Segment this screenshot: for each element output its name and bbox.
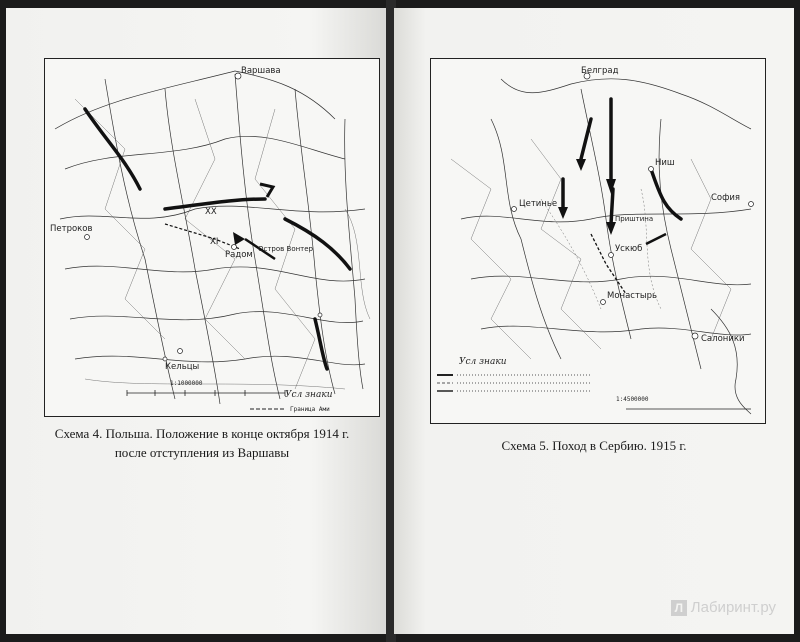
label-cetinje: Цетинье: [519, 199, 558, 209]
left-caption: [16, 424, 388, 462]
left-legend-border: Граница Ами: [290, 406, 330, 413]
watermark-logo: [671, 599, 776, 616]
label-kielce: Кельцы: [165, 362, 200, 372]
right-page: [394, 8, 794, 634]
label-radom: Радом: [225, 250, 253, 260]
labirint-logo-icon: Л: [671, 600, 687, 616]
label-pristina: Приштина: [615, 215, 654, 223]
right-legend-title: Усл знаки: [459, 357, 507, 367]
label-belgrade: Белград: [581, 66, 619, 76]
poland-map-drawing: [45, 59, 379, 416]
left-caption-line1: Схема 4. Польша. Положение в конце октября 1914 г.: [54, 426, 350, 441]
label-ostrowiec: Остров Вонтер: [258, 245, 314, 253]
label-warsaw: Варшава: [241, 66, 281, 76]
label-monastir: Монастырь: [607, 291, 658, 301]
label-sofia: София: [711, 193, 741, 203]
label-corps-xx: XX: [205, 207, 217, 217]
left-scale-text: 1:1000000: [170, 380, 203, 387]
watermark-text: Лабиринт.ру: [690, 599, 776, 616]
serbia-map: [430, 58, 766, 424]
right-caption: Схема 5. Поход в Сербию. 1915 г.: [501, 438, 687, 453]
serbia-map-drawing: [431, 59, 765, 423]
label-saloniki: Салоники: [701, 334, 745, 344]
label-uskub: Ускюб: [615, 244, 643, 254]
left-caption-line2: после отступления из Варшавы: [114, 445, 290, 460]
left-page: [6, 8, 388, 634]
label-nish: Ниш: [655, 158, 675, 168]
right-scale-text: 1:4500000: [616, 396, 649, 403]
label-corps-xi: XI: [210, 237, 219, 247]
label-petrokov: Петроков: [50, 224, 93, 234]
poland-map: [44, 58, 380, 417]
left-legend-title: Усл знаки: [285, 390, 333, 400]
